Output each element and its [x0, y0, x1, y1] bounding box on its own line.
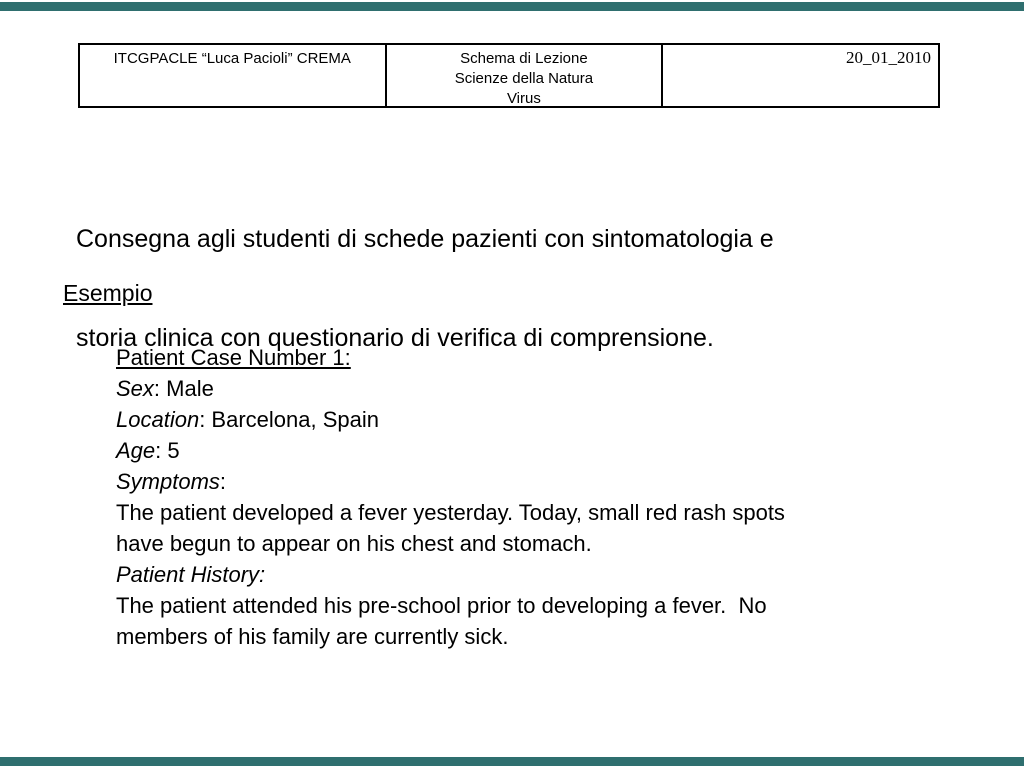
- intro-line-1: Consegna agli studenti di schede pazienti con sintomatologia e: [76, 225, 774, 253]
- age-line: [116, 435, 785, 466]
- symptoms-line: [116, 466, 785, 497]
- bottom-accent-bar: [0, 757, 1024, 766]
- age-value: : 5: [155, 438, 180, 463]
- patient-case-block: [116, 342, 785, 652]
- location-value: : Barcelona, Spain: [199, 407, 379, 432]
- case-title-text: Patient Case Number 1:: [116, 345, 351, 370]
- history-text-line-2: members of his family are currently sick.: [116, 624, 509, 649]
- age-label: Age: [116, 438, 156, 463]
- history-label: Patient History:: [116, 562, 266, 587]
- symptoms-colon: :: [219, 469, 227, 494]
- location-line: [116, 404, 785, 435]
- sex-label: Sex: [116, 376, 154, 401]
- example-heading: Esempio: [63, 280, 153, 306]
- intro-line-2: storia clinica con questionario di verifica di comprensione.: [76, 324, 714, 352]
- location-label: Location: [116, 407, 200, 432]
- lesson-line-3: Virus: [506, 90, 541, 107]
- top-accent-bar: [0, 2, 1024, 11]
- lesson-info-cell: [385, 45, 662, 106]
- symptoms-text-line-1: The patient developed a fever yesterday. Today, small red rash spots: [116, 500, 785, 525]
- symptoms-label: Symptoms: [116, 469, 220, 494]
- header-table: [78, 43, 940, 108]
- date-cell: [661, 45, 938, 106]
- sex-line: [116, 373, 785, 404]
- sex-value: : Male: [153, 376, 214, 401]
- case-title: [116, 342, 785, 373]
- school-name: ITCGPACLE “Luca Pacioli” CREMA: [113, 50, 351, 67]
- history-text-line-1: The patient attended his pre-school prior to developing a fever. No: [116, 593, 767, 618]
- date-text: 20_01_2010: [846, 48, 931, 67]
- school-name-cell: [80, 45, 385, 106]
- lesson-line-2: Scienze della Natura: [454, 70, 594, 87]
- lesson-line-1: Schema di Lezione: [460, 50, 588, 67]
- symptoms-text-line-2: have begun to appear on his chest and stomach.: [116, 531, 592, 556]
